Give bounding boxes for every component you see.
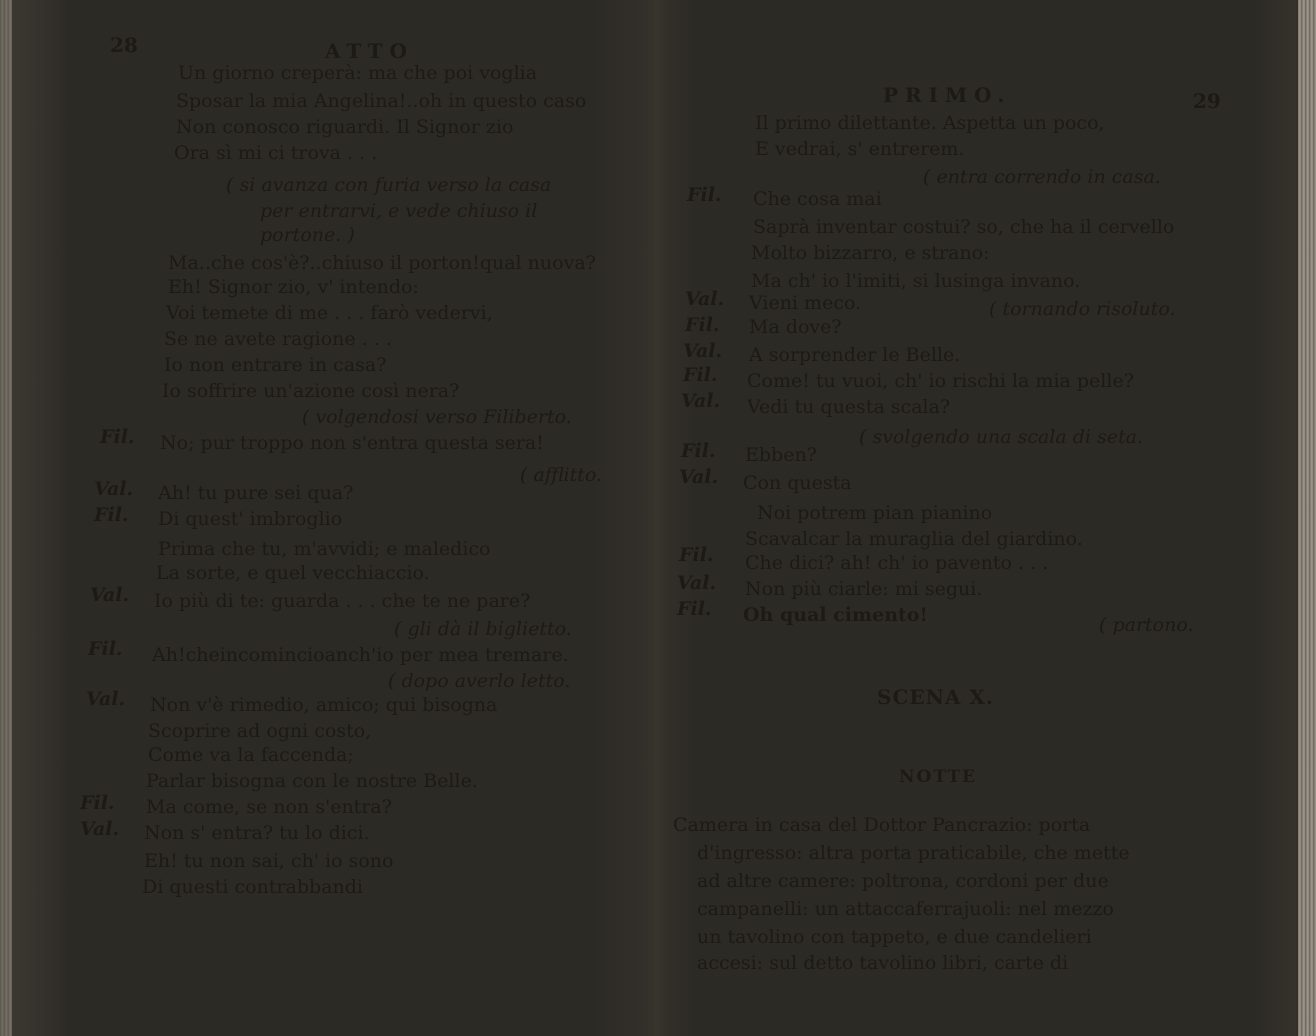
text-line: Voi temete di me . . . farò vedervi, [166,302,493,324]
stage-direction: ( svolgendo una scala di seta. [859,426,1144,448]
text-line: Non più ciarle: mi segui. [745,578,983,600]
text-line: Non s' entra? tu lo dici. [144,822,370,844]
text-line: Un giorno creperà: ma che poi voglia [178,62,538,84]
text-line: Parlar bisogna con le nostre Belle. [146,770,478,792]
speaker-label: Fil. [683,364,718,386]
speaker-label: Val. [677,572,717,594]
text-line: Scavalcar la muraglia del giardino. [745,528,1083,550]
text-line: Io soffrire un'azione così nera? [162,380,460,402]
speaker-label: Val. [80,818,120,840]
stage-direction: ( dopo averlo letto. [388,670,571,692]
speaker-label: Fil. [681,440,716,462]
speaker-label: Val. [683,340,723,362]
speaker-label: Val. [94,478,134,500]
text-line: Sposar la mia Angelina!..oh in questo caso [176,90,587,112]
text-line: Vedi tu questa scala? [747,396,951,418]
stage-direction: ( partono. [1099,614,1194,636]
speaker-label: Fil. [88,638,123,660]
text-line: A sorprender le Belle. [749,344,961,366]
text-line: Eh! Signor zio, v' intendo: [168,276,419,298]
text-line: Ma dove? [749,316,842,338]
text-line: Che dici? ah! ch' io pavento . . . [745,552,1049,574]
stage-direction: ( afflitto. [520,464,603,486]
text-line: Ma..che cos'è?..chiuso il porton!qual nuova? [168,252,596,274]
text-line: Scoprire ad ogni costo, [148,720,372,742]
right-page [655,0,1316,1036]
text-line: Noi potrem pian pianino [757,502,993,524]
text-line: Di questi contrabbandi [142,876,363,898]
setting-heading: NOTTE [899,767,977,787]
setting-description-line: un tavolino con tappeto, e due candelieri [697,926,1092,948]
speaker-label: Fil. [687,184,722,206]
text-line: Non conosco riguardi. Il Signor zio [176,116,514,138]
speaker-label: Val. [681,390,721,412]
text-line: Ma ch' io l'imiti, si lusinga invano. [751,270,1081,292]
text-line: Ah! tu pure sei qua? [158,482,354,504]
text-line: Il primo dilettante. Aspetta un poco, [755,112,1105,134]
stage-direction: ( volgendosi verso Filiberto. [302,406,572,428]
text-line: Io più di te: guarda . . . che te ne pare? [154,590,531,612]
text-line: Come! tu vuoi, ch' io rischi la mia pelle? [747,370,1134,392]
text-line: Se ne avete ragione . . . [164,328,392,350]
stage-direction: ( tornando risoluto. [989,298,1176,320]
running-head-right: PRIMO. [883,83,1012,107]
text-line: Prima che tu, m'avvidi; e maledico [158,538,491,560]
text-line: Ora sì mi ci trova . . . [174,142,378,164]
page-number-left: 28 [110,33,138,57]
speaker-label: Fil. [685,314,720,336]
text-line: Oh qual cimento! [743,604,928,626]
text-line: Come va la faccenda; [148,744,354,766]
speaker-label: Val. [685,288,725,310]
text-line: Vieni meco. [749,292,862,314]
text-line: La sorte, e quel vecchiaccio. [156,562,430,584]
running-head-left: ATTO [325,39,414,63]
stage-direction: per entrarvi, e vede chiuso il [260,200,538,222]
stage-direction: ( gli dà il biglietto. [394,618,572,640]
speaker-label: Fil. [679,544,714,566]
speaker-label: Fil. [100,426,135,448]
stage-direction: ( si avanza con furia verso la casa [226,174,552,196]
text-line: Molto bizzarro, e strano: [751,242,990,264]
left-page [0,0,655,1036]
text-line: Di quest' imbroglio [158,508,343,530]
stage-direction: ( entra correndo in casa. [923,166,1161,188]
speaker-label: Val. [679,466,719,488]
speaker-label: Val. [86,688,126,710]
speaker-label: Fil. [677,598,712,620]
speaker-label: Val. [90,584,130,606]
speaker-label: Fil. [94,504,129,526]
stage-direction: portone. ) [260,224,355,246]
text-line: Eh! tu non sai, ch' io sono [144,850,394,872]
speaker-label: Fil. [80,792,115,814]
setting-description-line: campanelli: un attaccaferrajuoli: nel mezzo [697,898,1114,920]
text-line: Con questa [743,472,852,494]
text-line: Non v'è rimedio, amico; qui bisogna [150,694,498,716]
text-line: Ma come, se non s'entra? [146,796,392,818]
text-line: No; pur troppo non s'entra questa sera! [160,432,544,454]
page-number-right: 29 [1193,89,1221,113]
setting-description-line: Camera in casa del Dottor Pancrazio: porta [673,814,1091,836]
right-page-edge [1298,0,1316,1036]
text-line: E vedrai, s' entrerem. [755,138,965,160]
setting-description-line: accesi: sul detto tavolino libri, carte di [697,952,1069,974]
scene-heading: SCENA X. [877,685,994,709]
text-line: Io non entrare in casa? [164,354,387,376]
setting-description-line: ad altre camere: poltrona, cordoni per due [697,870,1109,892]
setting-description-line: d'ingresso: altra porta praticabile, che mette [697,842,1130,864]
text-line: Ah!cheincomincioanch'io per mea tremare. [152,644,569,666]
text-line: Saprà inventar costui? so, che ha il cervello [753,216,1175,238]
text-line: Che cosa mai [753,188,882,210]
text-line: Ebben? [745,444,817,466]
